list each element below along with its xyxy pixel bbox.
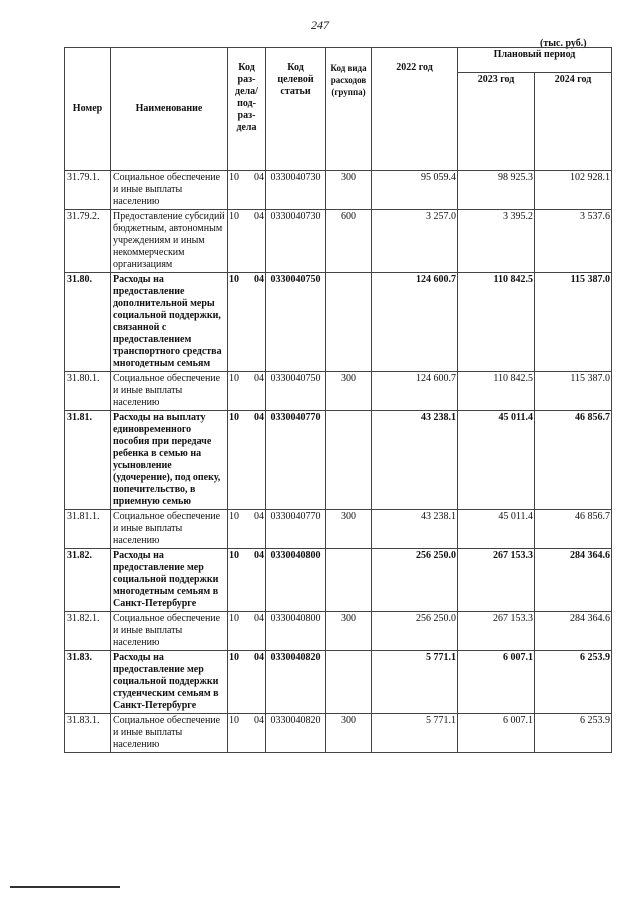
header-2024: 2024 год (535, 72, 612, 170)
row-value-2022: 256 250.0 (372, 549, 458, 612)
row-target-code: 0330040800 (266, 549, 326, 612)
row-name: Расходы на предоставление дополнительной меры социальной поддержки, связанной с предоставлением транспортного средства многодетным семьям (111, 273, 228, 372)
table-row (65, 549, 612, 612)
bottom-mark (10, 886, 120, 888)
row-expense-type: 300 (326, 612, 372, 651)
row-name: Социальное обеспечение и иные выплаты населению (111, 171, 228, 210)
row-value-2023: 267 153.3 (458, 549, 535, 612)
row-section-code (228, 210, 266, 273)
row-value-2022: 124 600.7 (372, 372, 458, 411)
row-section: 10 (229, 652, 239, 663)
row-section-code (228, 651, 266, 714)
row-expense-type (326, 651, 372, 714)
table-row (65, 714, 612, 753)
header-target: Код целевой статьи (266, 48, 326, 171)
row-subsection: 04 (254, 412, 264, 423)
row-subsection: 04 (254, 550, 264, 561)
row-subsection: 04 (254, 613, 264, 624)
row-number: 31.83. (65, 651, 111, 714)
row-value-2024: 115 387.0 (535, 273, 612, 372)
row-number: 31.80. (65, 273, 111, 372)
header-2022: 2022 год (372, 48, 458, 171)
row-value-2023: 110 842.5 (458, 372, 535, 411)
row-name: Расходы на предоставление мер социальной поддержки студенческим семьям в Санкт-Петербурге (111, 651, 228, 714)
row-expense-type: 300 (326, 714, 372, 753)
row-subsection: 04 (254, 172, 264, 183)
row-section-code (228, 372, 266, 411)
header-planned: Плановый период (458, 48, 612, 73)
row-section-code (228, 411, 266, 510)
row-target-code: 0330040750 (266, 372, 326, 411)
row-target-code: 0330040770 (266, 411, 326, 510)
header-number: Номер (65, 48, 111, 171)
budget-table (64, 47, 612, 753)
row-expense-type: 300 (326, 372, 372, 411)
row-target-code: 0330040730 (266, 210, 326, 273)
row-value-2023: 6 007.1 (458, 651, 535, 714)
row-expense-type: 300 (326, 171, 372, 210)
header-2023: 2023 год (458, 72, 535, 170)
row-value-2023: 3 395.2 (458, 210, 535, 273)
row-value-2023: 6 007.1 (458, 714, 535, 753)
budget-table-container (64, 47, 611, 753)
row-name: Социальное обеспечение и иные выплаты населению (111, 372, 228, 411)
row-value-2022: 5 771.1 (372, 651, 458, 714)
row-section: 10 (229, 550, 239, 561)
row-section-code (228, 273, 266, 372)
table-row (65, 510, 612, 549)
row-number: 31.81. (65, 411, 111, 510)
row-section: 10 (229, 511, 239, 522)
row-subsection: 04 (254, 211, 264, 222)
table-row (65, 612, 612, 651)
table-row (65, 210, 612, 273)
row-value-2023: 45 011.4 (458, 510, 535, 549)
row-number: 31.79.1. (65, 171, 111, 210)
row-subsection: 04 (254, 373, 264, 384)
row-target-code: 0330040730 (266, 171, 326, 210)
table-row (65, 372, 612, 411)
row-value-2024: 284 364.6 (535, 549, 612, 612)
row-expense-type (326, 273, 372, 372)
row-section-code (228, 510, 266, 549)
row-subsection: 04 (254, 652, 264, 663)
row-target-code: 0330040820 (266, 651, 326, 714)
row-name: Расходы на предоставление мер социальной поддержки многодетным семьям в Санкт-Петербурге (111, 549, 228, 612)
row-expense-type (326, 549, 372, 612)
table-row (65, 273, 612, 372)
row-expense-type (326, 411, 372, 510)
row-value-2022: 5 771.1 (372, 714, 458, 753)
row-value-2024: 284 364.6 (535, 612, 612, 651)
units-label: (тыс. руб.) (540, 38, 587, 49)
row-section: 10 (229, 715, 239, 726)
row-value-2022: 43 238.1 (372, 510, 458, 549)
header-name: Наименование (111, 48, 228, 171)
table-body (65, 171, 612, 753)
row-section: 10 (229, 373, 239, 384)
table-row (65, 411, 612, 510)
row-number: 31.82.1. (65, 612, 111, 651)
row-value-2024: 46 856.7 (535, 510, 612, 549)
page-number: 247 (311, 18, 329, 32)
row-section: 10 (229, 211, 239, 222)
row-value-2023: 98 925.3 (458, 171, 535, 210)
row-section-code (228, 171, 266, 210)
table-row (65, 651, 612, 714)
row-value-2022: 3 257.0 (372, 210, 458, 273)
row-expense-type: 600 (326, 210, 372, 273)
row-value-2022: 43 238.1 (372, 411, 458, 510)
row-value-2022: 124 600.7 (372, 273, 458, 372)
row-expense-type: 300 (326, 510, 372, 549)
table-row (65, 171, 612, 210)
row-number: 31.80.1. (65, 372, 111, 411)
row-number: 31.83.1. (65, 714, 111, 753)
row-value-2024: 115 387.0 (535, 372, 612, 411)
row-number: 31.79.2. (65, 210, 111, 273)
row-subsection: 04 (254, 511, 264, 522)
row-value-2022: 95 059.4 (372, 171, 458, 210)
row-value-2024: 3 537.6 (535, 210, 612, 273)
row-value-2023: 110 842.5 (458, 273, 535, 372)
row-subsection: 04 (254, 274, 264, 285)
row-target-code: 0330040770 (266, 510, 326, 549)
row-section: 10 (229, 613, 239, 624)
row-name: Социальное обеспечение и иные выплаты населению (111, 510, 228, 549)
row-target-code: 0330040750 (266, 273, 326, 372)
row-section: 10 (229, 172, 239, 183)
row-value-2024: 102 928.1 (535, 171, 612, 210)
row-section-code (228, 612, 266, 651)
row-number: 31.81.1. (65, 510, 111, 549)
row-section: 10 (229, 412, 239, 423)
row-value-2024: 6 253.9 (535, 714, 612, 753)
row-number: 31.82. (65, 549, 111, 612)
row-value-2023: 267 153.3 (458, 612, 535, 651)
row-section-code (228, 714, 266, 753)
row-value-2024: 46 856.7 (535, 411, 612, 510)
row-name: Социальное обеспечение и иные выплаты населению (111, 714, 228, 753)
row-target-code: 0330040800 (266, 612, 326, 651)
row-section: 10 (229, 274, 239, 285)
row-name: Предоставление субсидий бюджетным, автономным учреждениям и иным некоммерческим организациям (111, 210, 228, 273)
row-target-code: 0330040820 (266, 714, 326, 753)
row-value-2023: 45 011.4 (458, 411, 535, 510)
row-value-2024: 6 253.9 (535, 651, 612, 714)
header-section: Код раз- дела/ под- раз- дела (228, 48, 266, 171)
row-name: Расходы на выплату единовременного пособия при передаче ребенка в семью на усыновление (удочерение), под опеку, попечительство, в приемную семью (111, 411, 228, 510)
row-subsection: 04 (254, 715, 264, 726)
row-name: Социальное обеспечение и иные выплаты населению (111, 612, 228, 651)
row-section-code (228, 549, 266, 612)
header-expense-type: Код вида расходов (группа) (326, 48, 372, 171)
row-value-2022: 256 250.0 (372, 612, 458, 651)
